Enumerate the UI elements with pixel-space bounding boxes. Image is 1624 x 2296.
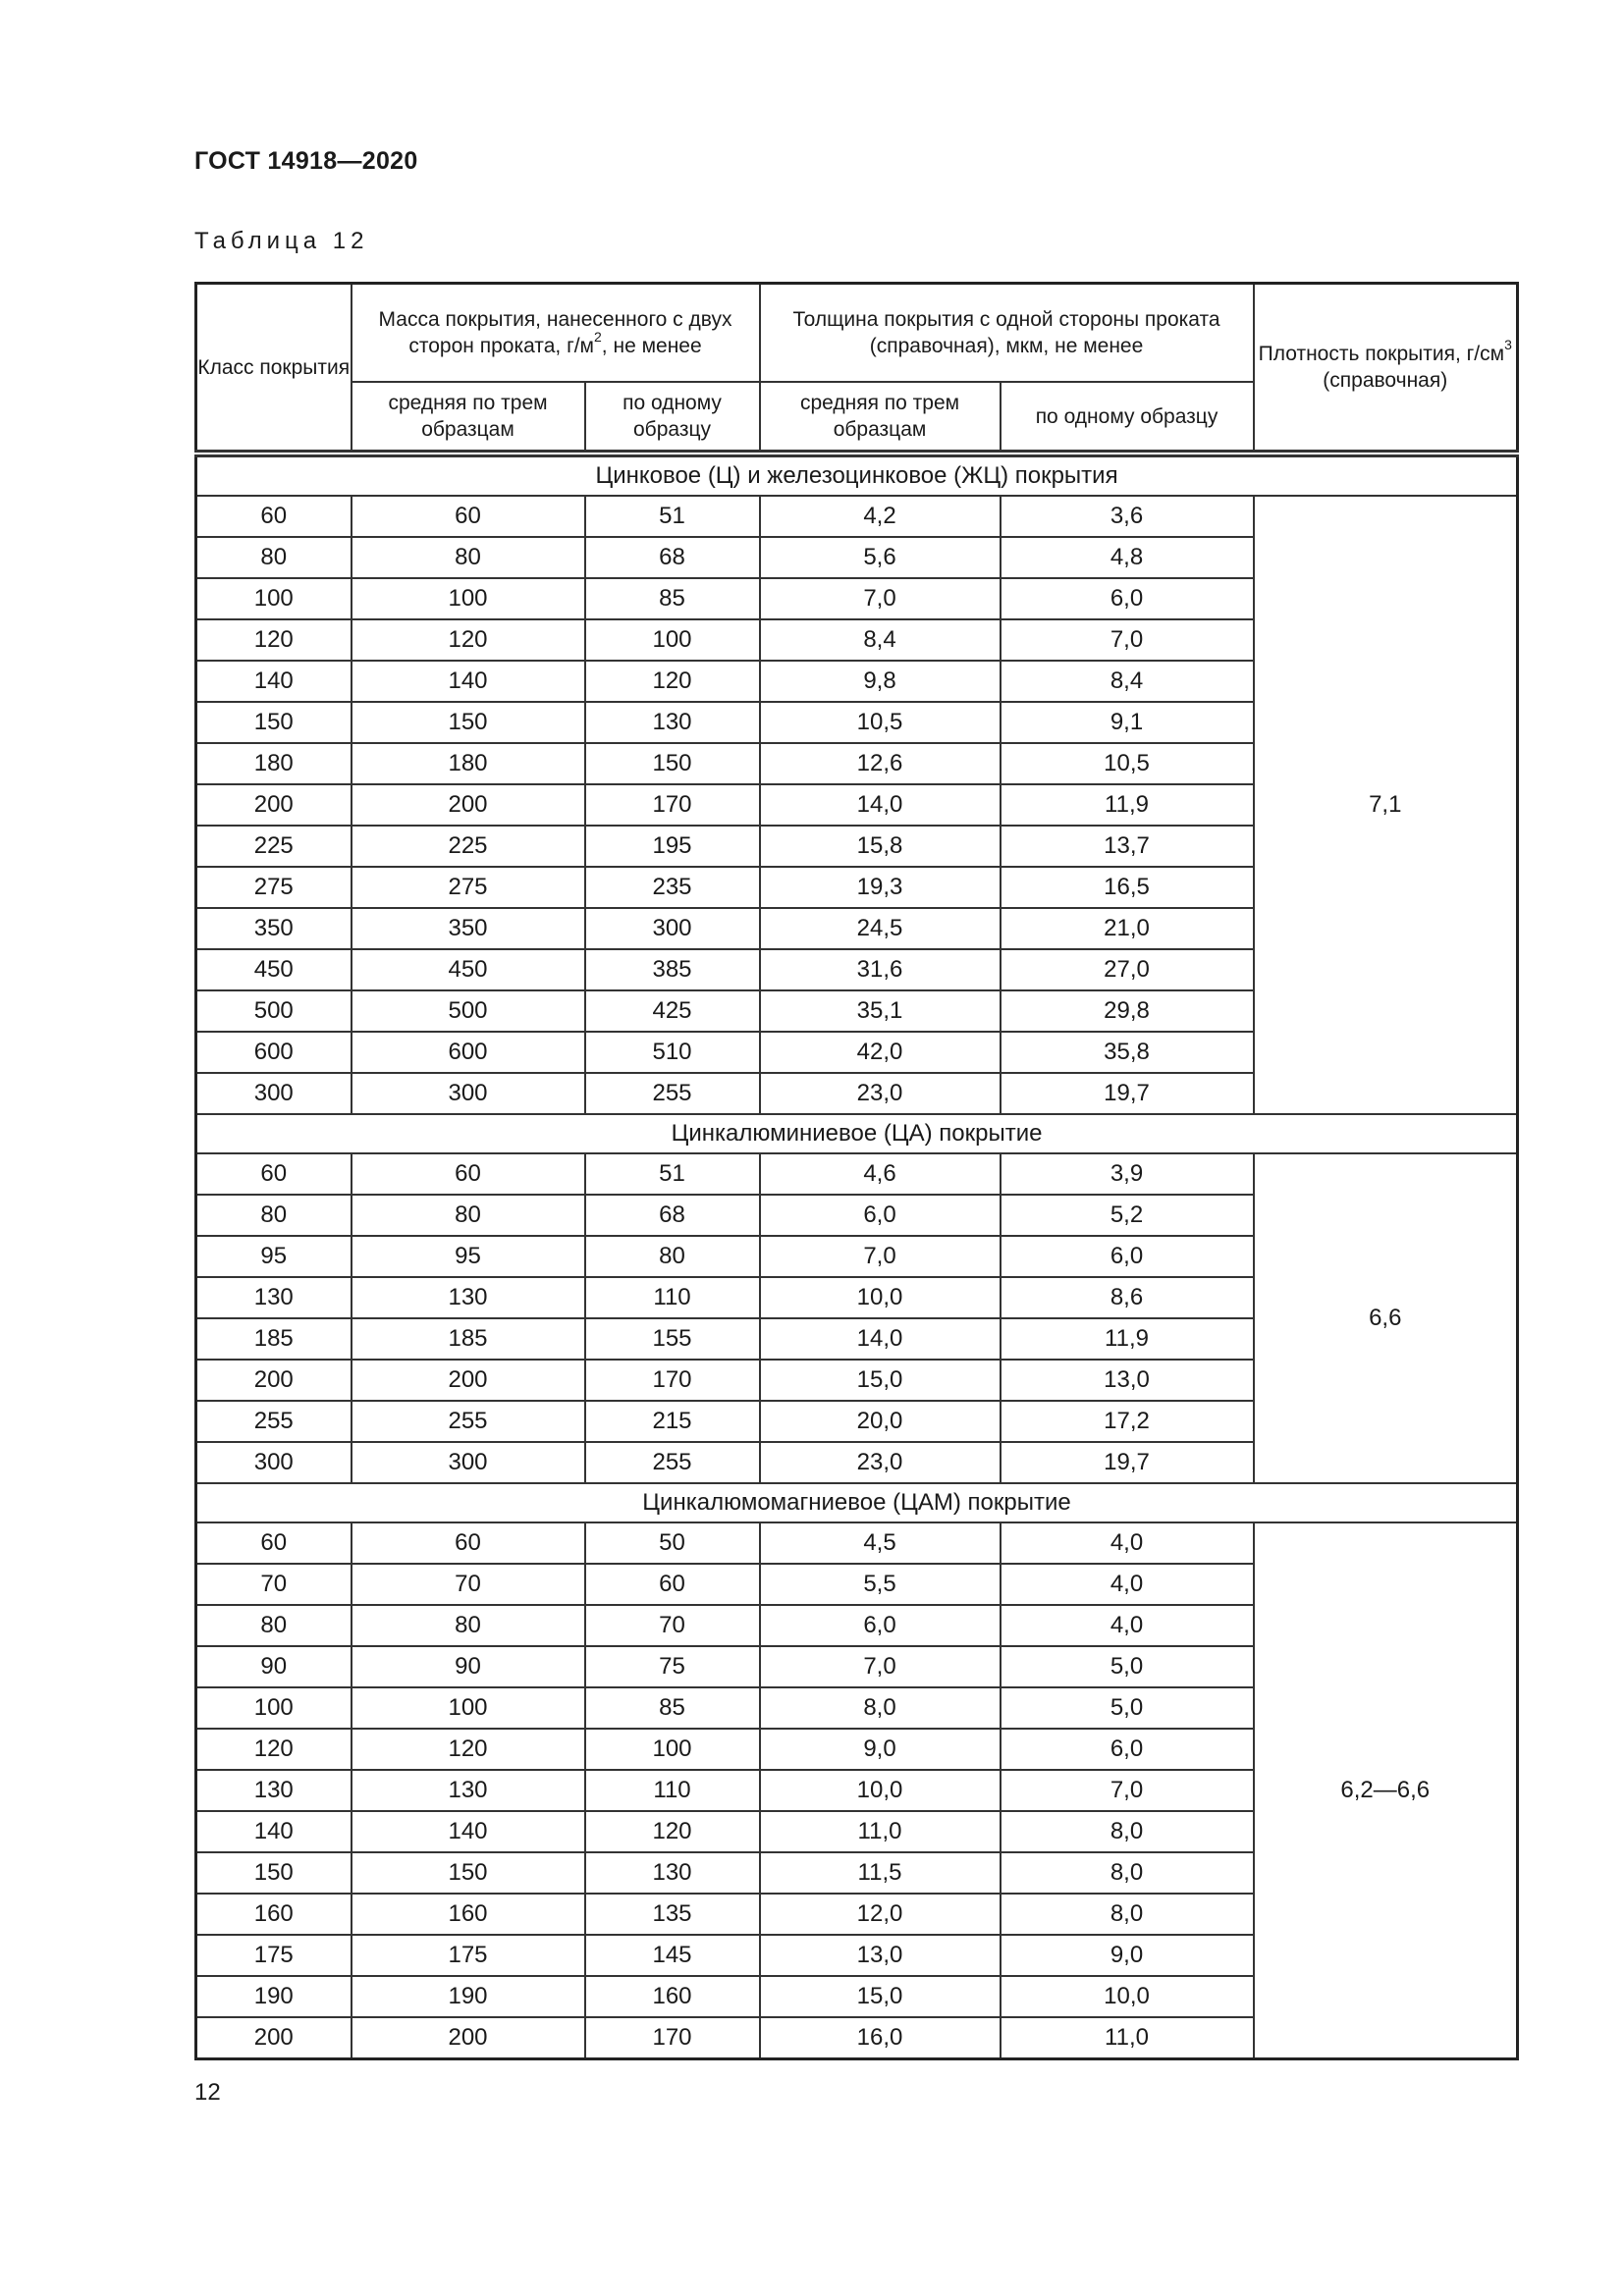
table-cell: 200 [196, 1360, 352, 1401]
table-cell: 100 [196, 578, 352, 619]
header-density-note: (справочная) [1323, 369, 1448, 392]
table-cell: 95 [196, 1236, 352, 1277]
table-cell: 6,0 [760, 1195, 1001, 1236]
table-cell: 7,0 [760, 1646, 1001, 1687]
table-cell: 275 [352, 867, 585, 908]
section-row [196, 454, 1518, 496]
table-cell: 75 [585, 1646, 760, 1687]
table-cell: 200 [352, 1360, 585, 1401]
table-cell: 60 [196, 1153, 352, 1195]
table-cell: 185 [196, 1318, 352, 1360]
table-cell: 23,0 [760, 1073, 1001, 1114]
table-cell: 15,8 [760, 826, 1001, 867]
table-cell: 11,0 [760, 1811, 1001, 1852]
table-cell: 170 [585, 2017, 760, 2059]
table-cell: 225 [196, 826, 352, 867]
header-mass-unit: г/м [567, 335, 594, 357]
table-cell: 450 [352, 949, 585, 990]
table-cell: 120 [352, 619, 585, 661]
table-cell: 160 [585, 1976, 760, 2017]
table-cell: 175 [352, 1935, 585, 1976]
header-density-text: Плотность покрытия, г/см [1258, 343, 1505, 365]
table-cell: 11,9 [1001, 784, 1254, 826]
table-cell: 130 [352, 1277, 585, 1318]
table-row [196, 1522, 1518, 1564]
table-cell: 8,4 [760, 619, 1001, 661]
table-cell: 130 [585, 1852, 760, 1894]
table-cell: 5,0 [1001, 1687, 1254, 1729]
table-cell: 7,0 [760, 578, 1001, 619]
table-cell: 120 [196, 619, 352, 661]
table-cell: 6,0 [1001, 1236, 1254, 1277]
table-cell: 8,6 [1001, 1277, 1254, 1318]
table-cell: 155 [585, 1318, 760, 1360]
table-cell: 85 [585, 1687, 760, 1729]
table-cell: 60 [352, 496, 585, 537]
table-cell: 50 [585, 1522, 760, 1564]
table-cell: 3,6 [1001, 496, 1254, 537]
table-caption: Таблица 12 [194, 228, 369, 254]
table-cell: 80 [196, 537, 352, 578]
document-id: ГОСТ 14918—2020 [194, 147, 418, 175]
table-cell: 110 [585, 1770, 760, 1811]
table-cell: 95 [352, 1236, 585, 1277]
table-cell: 51 [585, 1153, 760, 1195]
coating-table [194, 282, 1519, 2060]
table-cell: 19,3 [760, 867, 1001, 908]
header-mass-tail: , не менее [601, 335, 702, 357]
table-cell: 130 [585, 702, 760, 743]
table-cell: 35,8 [1001, 1032, 1254, 1073]
table-cell: 140 [352, 661, 585, 702]
table-row [196, 1153, 1518, 1195]
table-cell: 600 [196, 1032, 352, 1073]
table-cell: 130 [196, 1770, 352, 1811]
table-cell: 8,0 [1001, 1852, 1254, 1894]
table-cell: 255 [196, 1401, 352, 1442]
table-cell: 200 [352, 2017, 585, 2059]
table-cell: 255 [585, 1442, 760, 1483]
table-cell: 145 [585, 1935, 760, 1976]
density-cell: 6,6 [1254, 1153, 1518, 1483]
table-cell: 23,0 [760, 1442, 1001, 1483]
table-cell: 70 [352, 1564, 585, 1605]
table-cell: 350 [196, 908, 352, 949]
table-row [196, 496, 1518, 537]
table-cell: 24,5 [760, 908, 1001, 949]
table-cell: 6,0 [1001, 578, 1254, 619]
table-cell: 200 [196, 2017, 352, 2059]
header-mass-unit-exp: 2 [594, 329, 602, 345]
section-title: Цинковое (Ц) и железоцинковое (ЖЦ) покрытия [196, 454, 1518, 496]
table-cell: 80 [196, 1195, 352, 1236]
table-cell: 180 [196, 743, 352, 784]
table-body [196, 454, 1518, 2059]
table-cell: 500 [352, 990, 585, 1032]
table-cell: 7,0 [760, 1236, 1001, 1277]
table-cell: 8,0 [1001, 1894, 1254, 1935]
table-cell: 6,0 [760, 1605, 1001, 1646]
table-cell: 9,0 [760, 1729, 1001, 1770]
table-cell: 60 [196, 496, 352, 537]
table-cell: 4,0 [1001, 1564, 1254, 1605]
table-cell: 120 [352, 1729, 585, 1770]
table-cell: 130 [352, 1770, 585, 1811]
table-cell: 225 [352, 826, 585, 867]
table-cell: 8,0 [1001, 1811, 1254, 1852]
table-cell: 350 [352, 908, 585, 949]
table-cell: 14,0 [760, 784, 1001, 826]
header-mass-single: по одному образцу [585, 382, 760, 454]
section-row [196, 1114, 1518, 1153]
table-cell: 170 [585, 1360, 760, 1401]
table-cell: 450 [196, 949, 352, 990]
table-cell: 425 [585, 990, 760, 1032]
table-cell: 60 [352, 1522, 585, 1564]
table-cell: 9,0 [1001, 1935, 1254, 1976]
table-cell: 5,0 [1001, 1646, 1254, 1687]
header-density [1254, 284, 1518, 454]
table-cell: 19,7 [1001, 1073, 1254, 1114]
page-number: 12 [194, 2079, 221, 2106]
table-cell: 150 [196, 1852, 352, 1894]
table-cell: 100 [352, 1687, 585, 1729]
table-cell: 35,1 [760, 990, 1001, 1032]
table-cell: 500 [196, 990, 352, 1032]
table-cell: 120 [196, 1729, 352, 1770]
table-cell: 3,9 [1001, 1153, 1254, 1195]
table-cell: 80 [585, 1236, 760, 1277]
section-title: Цинкалюминиевое (ЦА) покрытие [196, 1114, 1518, 1153]
table-cell: 150 [196, 702, 352, 743]
table-cell: 120 [585, 661, 760, 702]
table-cell: 385 [585, 949, 760, 990]
table-cell: 29,8 [1001, 990, 1254, 1032]
table-cell: 16,5 [1001, 867, 1254, 908]
table-cell: 13,7 [1001, 826, 1254, 867]
table-cell: 31,6 [760, 949, 1001, 990]
table-cell: 100 [585, 619, 760, 661]
table-cell: 140 [196, 661, 352, 702]
table-cell: 190 [352, 1976, 585, 2017]
density-cell: 7,1 [1254, 496, 1518, 1114]
table-cell: 235 [585, 867, 760, 908]
header-class: Класс покрытия [196, 284, 352, 454]
table-cell: 17,2 [1001, 1401, 1254, 1442]
table-cell: 10,0 [760, 1770, 1001, 1811]
table-cell: 10,5 [1001, 743, 1254, 784]
table-cell: 300 [196, 1442, 352, 1483]
table-cell: 195 [585, 826, 760, 867]
table-cell: 85 [585, 578, 760, 619]
table-cell: 5,2 [1001, 1195, 1254, 1236]
table-cell: 4,6 [760, 1153, 1001, 1195]
table-cell: 68 [585, 1195, 760, 1236]
table-cell: 300 [352, 1442, 585, 1483]
table-cell: 27,0 [1001, 949, 1254, 990]
table-cell: 68 [585, 537, 760, 578]
table-cell: 4,8 [1001, 537, 1254, 578]
table-cell: 14,0 [760, 1318, 1001, 1360]
section-row [196, 1483, 1518, 1522]
table-cell: 13,0 [1001, 1360, 1254, 1401]
table-cell: 255 [585, 1073, 760, 1114]
table-cell: 215 [585, 1401, 760, 1442]
table-cell: 300 [196, 1073, 352, 1114]
table-cell: 12,6 [760, 743, 1001, 784]
table-cell: 200 [196, 784, 352, 826]
table-cell: 11,0 [1001, 2017, 1254, 2059]
header-density-exp: 3 [1504, 337, 1512, 352]
table-cell: 160 [196, 1894, 352, 1935]
table-cell: 140 [352, 1811, 585, 1852]
table-cell: 150 [352, 1852, 585, 1894]
table-cell: 13,0 [760, 1935, 1001, 1976]
table-cell: 4,0 [1001, 1522, 1254, 1564]
table-cell: 20,0 [760, 1401, 1001, 1442]
table-cell: 120 [585, 1811, 760, 1852]
table-cell: 9,8 [760, 661, 1001, 702]
table-cell: 60 [585, 1564, 760, 1605]
table-cell: 8,4 [1001, 661, 1254, 702]
table-cell: 7,0 [1001, 1770, 1254, 1811]
table-cell: 4,5 [760, 1522, 1001, 1564]
table-cell: 9,1 [1001, 702, 1254, 743]
table-cell: 8,0 [760, 1687, 1001, 1729]
table-cell: 135 [585, 1894, 760, 1935]
table-cell: 200 [352, 784, 585, 826]
table-cell: 255 [352, 1401, 585, 1442]
header-mass-text: Масса покрытия, нанесенного с двух сторон проката, [378, 308, 732, 357]
table-cell: 300 [585, 908, 760, 949]
table-cell: 60 [352, 1153, 585, 1195]
table-cell: 100 [585, 1729, 760, 1770]
table-cell: 15,0 [760, 1976, 1001, 2017]
table-cell: 150 [352, 702, 585, 743]
table-cell: 175 [196, 1935, 352, 1976]
density-cell: 6,2—6,6 [1254, 1522, 1518, 2059]
table-cell: 5,5 [760, 1564, 1001, 1605]
table-cell: 21,0 [1001, 908, 1254, 949]
table-cell: 16,0 [760, 2017, 1001, 2059]
table-cell: 42,0 [760, 1032, 1001, 1073]
table-cell: 150 [585, 743, 760, 784]
table-cell: 10,5 [760, 702, 1001, 743]
table-cell: 51 [585, 496, 760, 537]
table-cell: 60 [196, 1522, 352, 1564]
table-cell: 4,0 [1001, 1605, 1254, 1646]
table-cell: 90 [352, 1646, 585, 1687]
table-cell: 300 [352, 1073, 585, 1114]
table-cell: 185 [352, 1318, 585, 1360]
table-cell: 140 [196, 1811, 352, 1852]
table-cell: 90 [196, 1646, 352, 1687]
table-cell: 275 [196, 867, 352, 908]
table-cell: 600 [352, 1032, 585, 1073]
table-cell: 5,6 [760, 537, 1001, 578]
table-cell: 130 [196, 1277, 352, 1318]
table-cell: 160 [352, 1894, 585, 1935]
table-cell: 180 [352, 743, 585, 784]
header-thickness-group: Толщина покрытия с одной стороны проката (справочная), мкм, не менее [760, 284, 1254, 383]
table-cell: 100 [196, 1687, 352, 1729]
table-cell: 12,0 [760, 1894, 1001, 1935]
table-cell: 170 [585, 784, 760, 826]
table-cell: 70 [585, 1605, 760, 1646]
table-cell: 11,9 [1001, 1318, 1254, 1360]
table-cell: 6,0 [1001, 1729, 1254, 1770]
table-cell: 7,0 [1001, 619, 1254, 661]
table-cell: 19,7 [1001, 1442, 1254, 1483]
table-cell: 190 [196, 1976, 352, 2017]
section-title: Цинкалюмомагниевое (ЦАМ) покрытие [196, 1483, 1518, 1522]
header-mass-avg: средняя по трем образцам [352, 382, 585, 454]
table-cell: 11,5 [760, 1852, 1001, 1894]
table-cell: 10,0 [760, 1277, 1001, 1318]
table-cell: 100 [352, 578, 585, 619]
header-mass-group [352, 284, 760, 383]
table-cell: 110 [585, 1277, 760, 1318]
table-cell: 80 [352, 1605, 585, 1646]
table-cell: 15,0 [760, 1360, 1001, 1401]
table-cell: 10,0 [1001, 1976, 1254, 2017]
table-cell: 80 [352, 537, 585, 578]
table-cell: 70 [196, 1564, 352, 1605]
table-cell: 80 [352, 1195, 585, 1236]
header-thickness-single: по одному образцу [1001, 382, 1254, 454]
table-cell: 510 [585, 1032, 760, 1073]
table-cell: 80 [196, 1605, 352, 1646]
header-thickness-avg: средняя по трем образцам [760, 382, 1001, 454]
table-cell: 4,2 [760, 496, 1001, 537]
